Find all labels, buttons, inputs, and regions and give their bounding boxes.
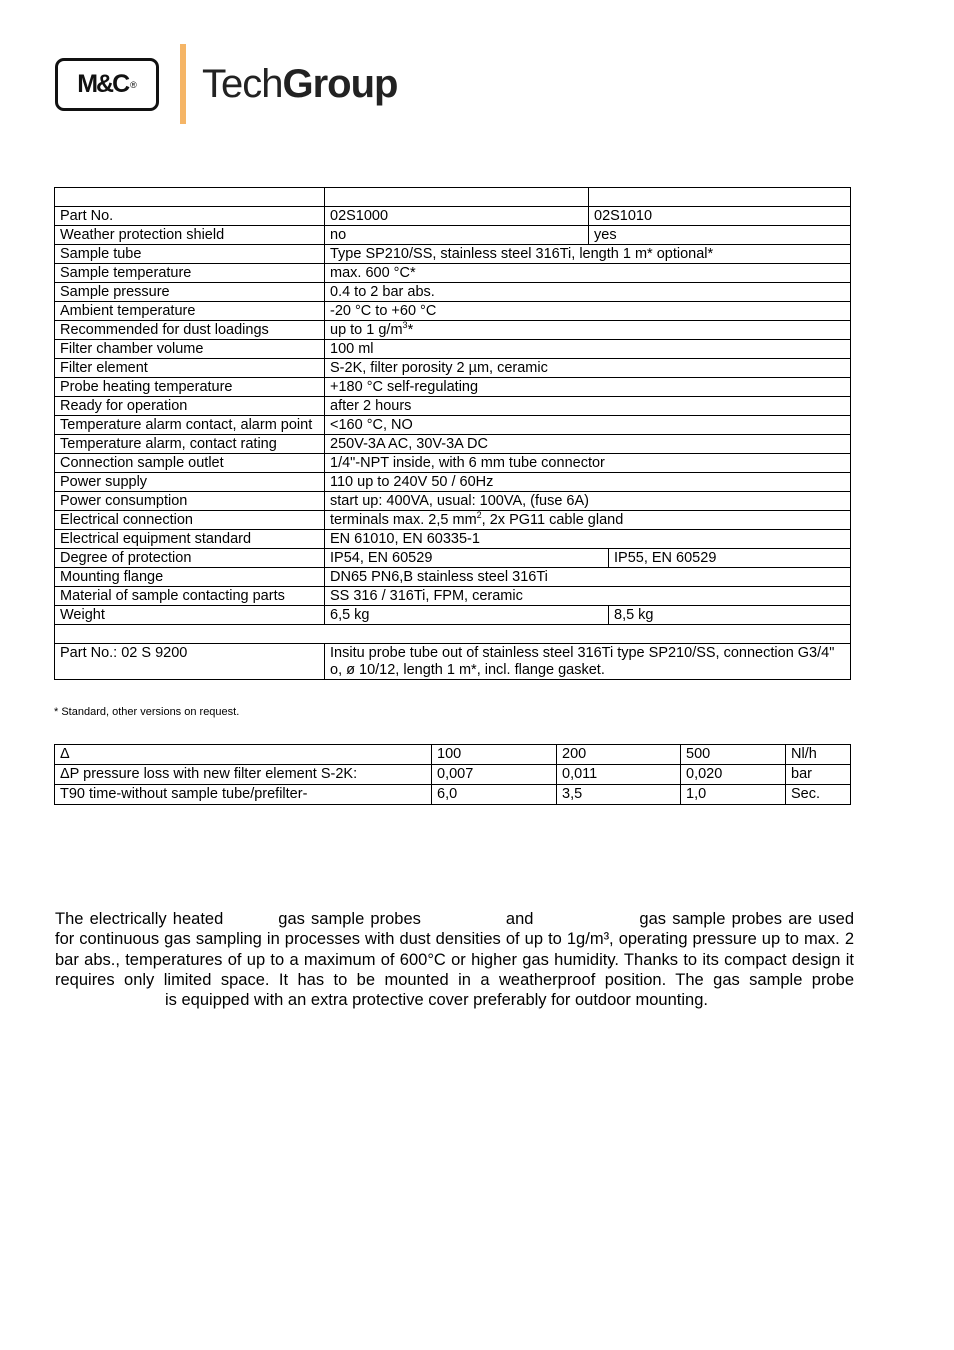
performance-header-cell: Nl/h xyxy=(786,745,851,765)
performance-cell: 3,5 xyxy=(557,785,681,805)
option-value: Insitu probe tube out of stainless steel 316Ti type SP210/SS, connection G3/4" o, ø 10/12, length 1 m*, incl. flange gasket. xyxy=(325,644,851,680)
spec-value-text: +180 °C self-regulating xyxy=(330,379,479,395)
spec-label: Sample temperature xyxy=(55,264,325,283)
spec-row xyxy=(55,283,851,302)
spec-row xyxy=(55,435,851,454)
description-part: and xyxy=(505,910,534,928)
spec-value-a: no xyxy=(325,226,589,245)
performance-cell: 6,0 xyxy=(432,785,557,805)
spec-row xyxy=(55,568,851,587)
spec-label: Temperature alarm, contact rating xyxy=(55,435,325,454)
spec-row xyxy=(55,397,851,416)
spec-value xyxy=(325,435,851,454)
spec-value-text: Type SP210/SS, stainless steel 316Ti, length 1 m* optional* xyxy=(330,246,714,262)
spec-value-text: EN 61010, EN 60335-1 xyxy=(330,531,480,547)
spec-value xyxy=(325,511,851,530)
spec-label: Power consumption xyxy=(55,492,325,511)
performance-header-cell: Δ xyxy=(55,745,432,765)
performance-table xyxy=(54,744,851,805)
spec-separator-row xyxy=(55,625,851,644)
performance-cell: ΔP pressure loss with new filter element S-2K: xyxy=(55,765,432,785)
spec-row xyxy=(55,606,851,625)
spec-row xyxy=(55,511,851,530)
spec-label: Weight xyxy=(55,606,325,625)
spec-value-text: terminals max. 2,5 mm xyxy=(330,512,477,528)
spec-value xyxy=(325,568,851,587)
option-row xyxy=(55,644,851,680)
spec-value-text: 0.4 to 2 bar abs. xyxy=(330,284,435,300)
spec-value xyxy=(325,587,851,606)
performance-cell: 0,007 xyxy=(432,765,557,785)
spec-value xyxy=(325,397,851,416)
spec-value-b: 8,5 kg xyxy=(609,606,851,625)
spec-value xyxy=(325,283,851,302)
spec-value-text: 110 up to 240V 50 / 60Hz xyxy=(330,474,494,490)
spec-label: Power supply xyxy=(55,473,325,492)
description-part: gas sample probes xyxy=(278,910,421,928)
spec-value xyxy=(325,530,851,549)
spec-value-a: 6,5 kg xyxy=(325,606,609,625)
spec-value xyxy=(325,378,851,397)
spec-value xyxy=(325,359,851,378)
spec-value-text: S-2K, filter porosity 2 µm, ceramic xyxy=(330,360,548,376)
spec-value-b: IP55, EN 60529 xyxy=(609,549,851,568)
spec-header-row xyxy=(55,188,851,207)
spec-value xyxy=(325,416,851,435)
performance-row xyxy=(55,785,851,805)
techgroup-wordmark xyxy=(202,62,397,107)
mc-badge xyxy=(55,58,159,111)
spec-label: Sample pressure xyxy=(55,283,325,302)
spec-label: Probe heating temperature xyxy=(55,378,325,397)
spec-value xyxy=(325,492,851,511)
description-part: gas sample probes are used for continuous gas sampling in processes with dust densities of up to 1g/m³, operating pressure up to max. 2 bar abs., temperatures of up to a maximum of 600°C or higher gas humidity. Thanks to its compact design it requires only limited space. It has to be mounted in a weatherproof position. The gas sample probe xyxy=(55,910,854,989)
spec-label: Material of sample contacting parts xyxy=(55,587,325,606)
spec-row xyxy=(55,340,851,359)
performance-row xyxy=(55,765,851,785)
description-part: The electrically heated xyxy=(55,910,224,928)
spec-value-a: 02S1000 xyxy=(325,207,589,226)
spec-value xyxy=(325,321,851,340)
registered-mark: ® xyxy=(130,79,137,90)
spec-value xyxy=(325,454,851,473)
spec-value-text: -20 °C to +60 °C xyxy=(330,303,437,319)
spec-row xyxy=(55,473,851,492)
spec-value-a: IP54, EN 60529 xyxy=(325,549,609,568)
spec-value-text: 250V-3A AC, 30V-3A DC xyxy=(330,436,488,452)
company-logo xyxy=(55,44,415,126)
spec-header-cell xyxy=(325,188,589,207)
spec-separator-cell xyxy=(55,625,851,644)
description-part: is equipped with an extra protective cover preferably for outdoor mounting. xyxy=(165,991,708,1010)
spec-value-b: yes xyxy=(589,226,851,245)
performance-header-row xyxy=(55,745,851,765)
spec-row xyxy=(55,416,851,435)
spec-row xyxy=(55,454,851,473)
spec-value-text: 1/4"-NPT inside, with 6 mm tube connector xyxy=(330,455,605,471)
spec-value xyxy=(325,302,851,321)
spec-label: Electrical connection xyxy=(55,511,325,530)
spec-label: Connection sample outlet xyxy=(55,454,325,473)
spec-label: Weather protection shield xyxy=(55,226,325,245)
spec-row xyxy=(55,492,851,511)
footnote: * Standard, other versions on request. xyxy=(54,706,240,718)
spec-row xyxy=(55,549,851,568)
specifications-body xyxy=(55,188,851,680)
spec-value-text: up to 1 g/m xyxy=(330,322,403,338)
performance-body xyxy=(55,745,851,805)
spec-value xyxy=(325,473,851,492)
spec-label: Ready for operation xyxy=(55,397,325,416)
spec-row xyxy=(55,302,851,321)
spec-row xyxy=(55,226,851,245)
spec-row xyxy=(55,321,851,340)
spec-row xyxy=(55,245,851,264)
spec-label: Part No. xyxy=(55,207,325,226)
mc-badge-text: M&C xyxy=(77,70,129,98)
spec-value-text: start up: 400VA, usual: 100VA, (fuse 6A) xyxy=(330,493,589,509)
performance-header-cell: 500 xyxy=(681,745,786,765)
spec-value-tail: , 2x PG11 cable gland xyxy=(481,512,624,528)
spec-label: Electrical equipment standard xyxy=(55,530,325,549)
spec-value xyxy=(325,340,851,359)
spec-value-text: DN65 PN6,B stainless steel 316Ti xyxy=(330,569,548,585)
performance-cell: 0,011 xyxy=(557,765,681,785)
spec-label: Filter element xyxy=(55,359,325,378)
spec-value-b: 02S1010 xyxy=(589,207,851,226)
spec-row xyxy=(55,530,851,549)
product-description xyxy=(55,909,854,1010)
spec-value-sup: 2 xyxy=(476,510,482,521)
spec-label: Ambient temperature xyxy=(55,302,325,321)
spec-value-text: after 2 hours xyxy=(330,398,412,414)
spec-label: Sample tube xyxy=(55,245,325,264)
spec-label: Temperature alarm contact, alarm point xyxy=(55,416,325,435)
spec-header-cell xyxy=(55,188,325,207)
spec-label: Mounting flange xyxy=(55,568,325,587)
spec-row xyxy=(55,264,851,283)
spec-row xyxy=(55,587,851,606)
performance-cell: bar xyxy=(786,765,851,785)
spec-value-text: SS 316 / 316Ti, FPM, ceramic xyxy=(330,588,523,604)
performance-header-cell: 200 xyxy=(557,745,681,765)
performance-cell: T90 time-without sample tube/prefilter- xyxy=(55,785,432,805)
spec-value xyxy=(325,264,851,283)
spec-value xyxy=(325,245,851,264)
spec-value-text: 100 ml xyxy=(330,341,374,357)
option-label: Part No.: 02 S 9200 xyxy=(55,644,325,680)
performance-cell: 1,0 xyxy=(681,785,786,805)
spec-header-cell xyxy=(589,188,851,207)
spec-row xyxy=(55,378,851,397)
performance-cell: Sec. xyxy=(786,785,851,805)
performance-header-cell: 100 xyxy=(432,745,557,765)
spec-value-text: <160 °C, NO xyxy=(330,417,413,433)
spec-label: Filter chamber volume xyxy=(55,340,325,359)
spec-row xyxy=(55,207,851,226)
spec-value-tail: * xyxy=(407,322,414,338)
spec-label: Recommended for dust loadings xyxy=(55,321,325,340)
spec-row xyxy=(55,359,851,378)
brand-light: Tech xyxy=(202,62,283,106)
brand-bold: Group xyxy=(282,62,398,106)
specifications-table xyxy=(54,187,851,680)
logo-divider xyxy=(180,44,186,124)
spec-value-sup: 3 xyxy=(402,320,408,331)
spec-label: Degree of protection xyxy=(55,549,325,568)
performance-cell: 0,020 xyxy=(681,765,786,785)
spec-value-text: max. 600 °C* xyxy=(330,265,416,281)
